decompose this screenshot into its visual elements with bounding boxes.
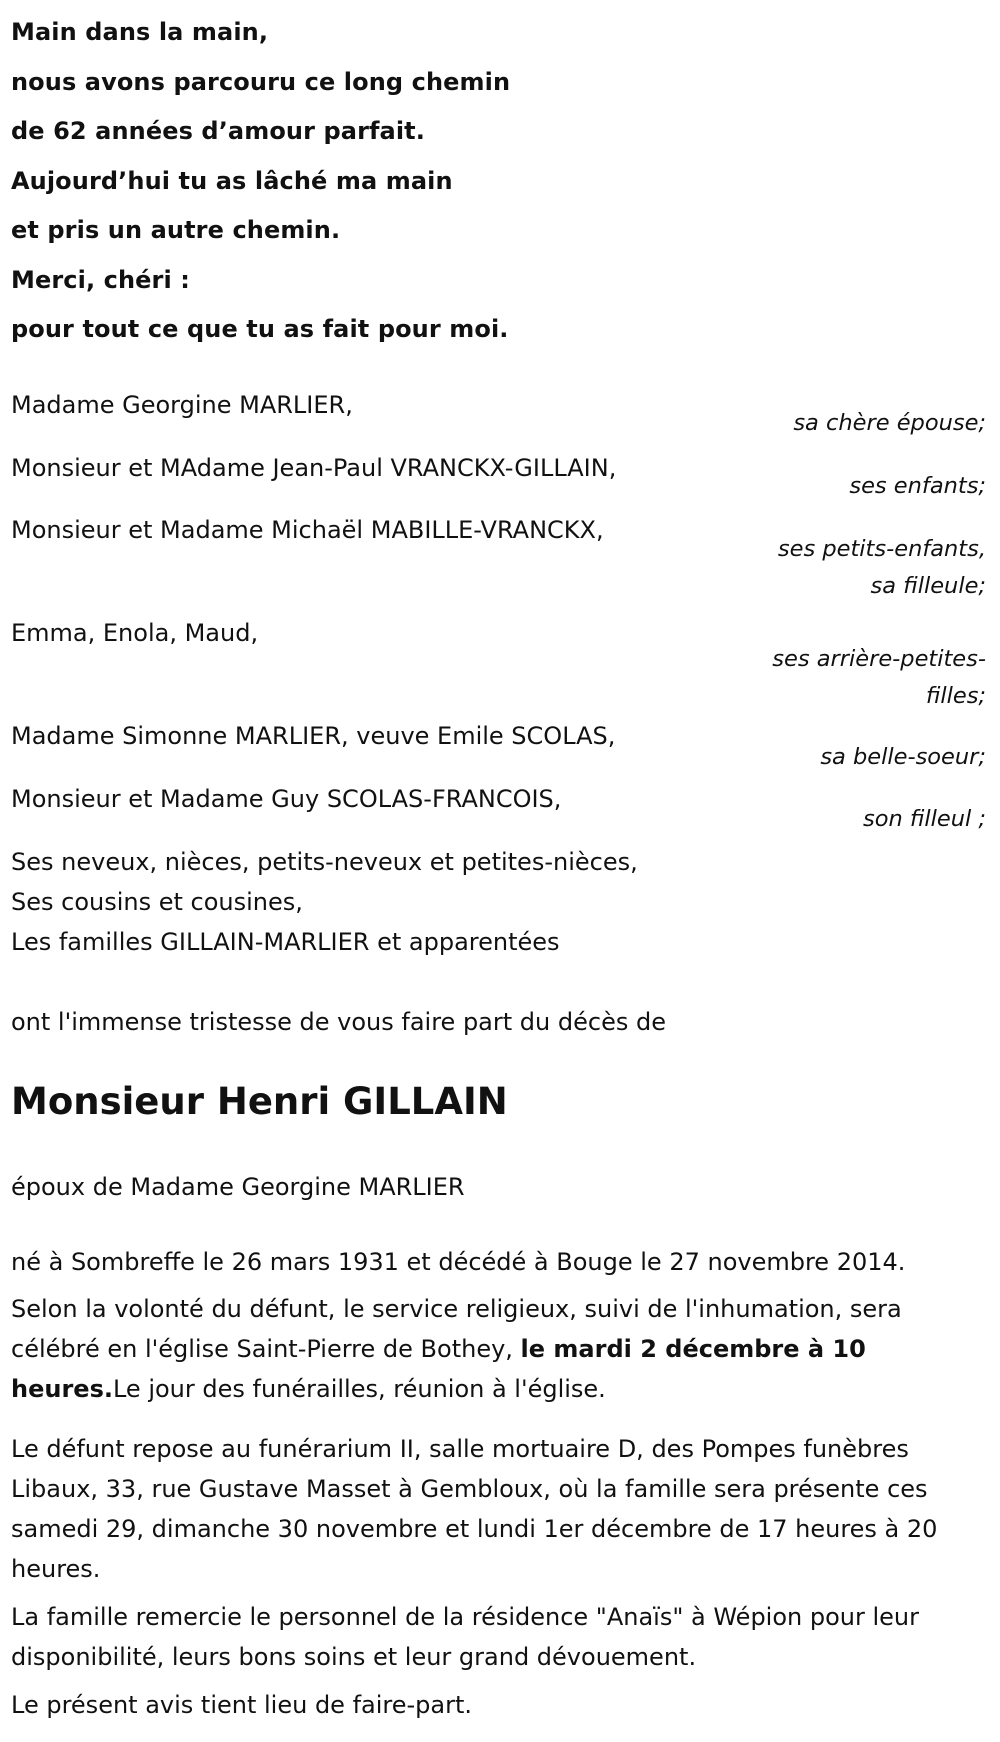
service-paragraph bbox=[11, 1289, 996, 1409]
birth-death-paragraph: né à Sombreffe le 26 mars 1931 et décédé à Bouge le 27 novembre 2014. bbox=[11, 1248, 906, 1276]
family-member-name: Madame Simonne MARLIER, veuve Emile SCOLAS, bbox=[11, 722, 616, 750]
poem-line: Main dans la main, bbox=[11, 18, 269, 46]
poem-line: Merci, chéri : bbox=[11, 265, 190, 294]
family-others-line: Ses neveux, nièces, petits-neveux et petites-nièces, bbox=[11, 848, 638, 876]
family-others-line: Ses cousins et cousines, bbox=[11, 888, 303, 916]
family-member-relation: son filleul ; bbox=[862, 806, 986, 832]
family-member-name: Monsieur et MAdame Jean-Paul VRANCKX-GILLAIN, bbox=[11, 454, 617, 482]
repose-paragraph: Le défunt repose au funérarium II, salle mortuaire D, des Pompes funèbres Libaux, 33, rue Gustave Masset à Gembloux, où la famille sera présente ces samedi 29, dimanche 30 novembre et lundi 1er décembre de 17 heures à 20 heures. bbox=[11, 1435, 938, 1583]
deceased-spouse-line: époux de Madame Georgine MARLIER bbox=[11, 1173, 465, 1201]
service-text: Selon la volonté du défunt, le service religieux, suivi de l'inhumation, sera célébré en l'église Saint-Pierre de Bothey, bbox=[11, 1295, 902, 1363]
family-member-relation: sa belle-soeur; bbox=[820, 744, 986, 770]
poem-line: Aujourd’hui tu as lâché ma main bbox=[11, 166, 453, 195]
family-member-relation: ses petits-enfants, sa filleule; bbox=[777, 536, 986, 599]
family-member-name: Monsieur et Madame Guy SCOLAS-FRANCOIS, bbox=[11, 785, 562, 813]
announcement-text: ont l'immense tristesse de vous faire part du décès de bbox=[11, 1008, 666, 1036]
family-member-relation: ses arrière-petites-filles; bbox=[772, 646, 986, 709]
family-others-line: Les familles GILLAIN-MARLIER et apparentées bbox=[11, 928, 560, 956]
family-member-relation: sa chère épouse; bbox=[793, 410, 986, 436]
family-member-name: Madame Georgine MARLIER, bbox=[11, 391, 353, 419]
family-member-name: Monsieur et Madame Michaël MABILLE-VRANCKX, bbox=[11, 516, 604, 544]
service-gathering-text: Le jour des funérailles, réunion à l'église. bbox=[112, 1375, 606, 1403]
poem-line: pour tout ce que tu as fait pour moi. bbox=[11, 315, 509, 343]
poem bbox=[11, 8, 510, 355]
closing-paragraph: Le présent avis tient lieu de faire-part. bbox=[11, 1691, 473, 1719]
service-date-bold: le mardi 2 décembre à 10 heures. bbox=[11, 1335, 866, 1403]
family-member-name: Emma, Enola, Maud, bbox=[11, 619, 259, 647]
deceased-name: Monsieur Henri GILLAIN bbox=[11, 1080, 508, 1123]
poem-line: de 62 années d’amour parfait. bbox=[11, 117, 425, 145]
poem-line: nous avons parcouru ce long chemin bbox=[11, 67, 511, 96]
thanks-paragraph: La famille remercie le personnel de la résidence "Anaïs" à Wépion pour leur disponibilité, leurs bons soins et leur grand dévouement. bbox=[11, 1603, 920, 1671]
family-member-relation: ses enfants; bbox=[849, 473, 986, 499]
poem-line: et pris un autre chemin. bbox=[11, 216, 341, 244]
